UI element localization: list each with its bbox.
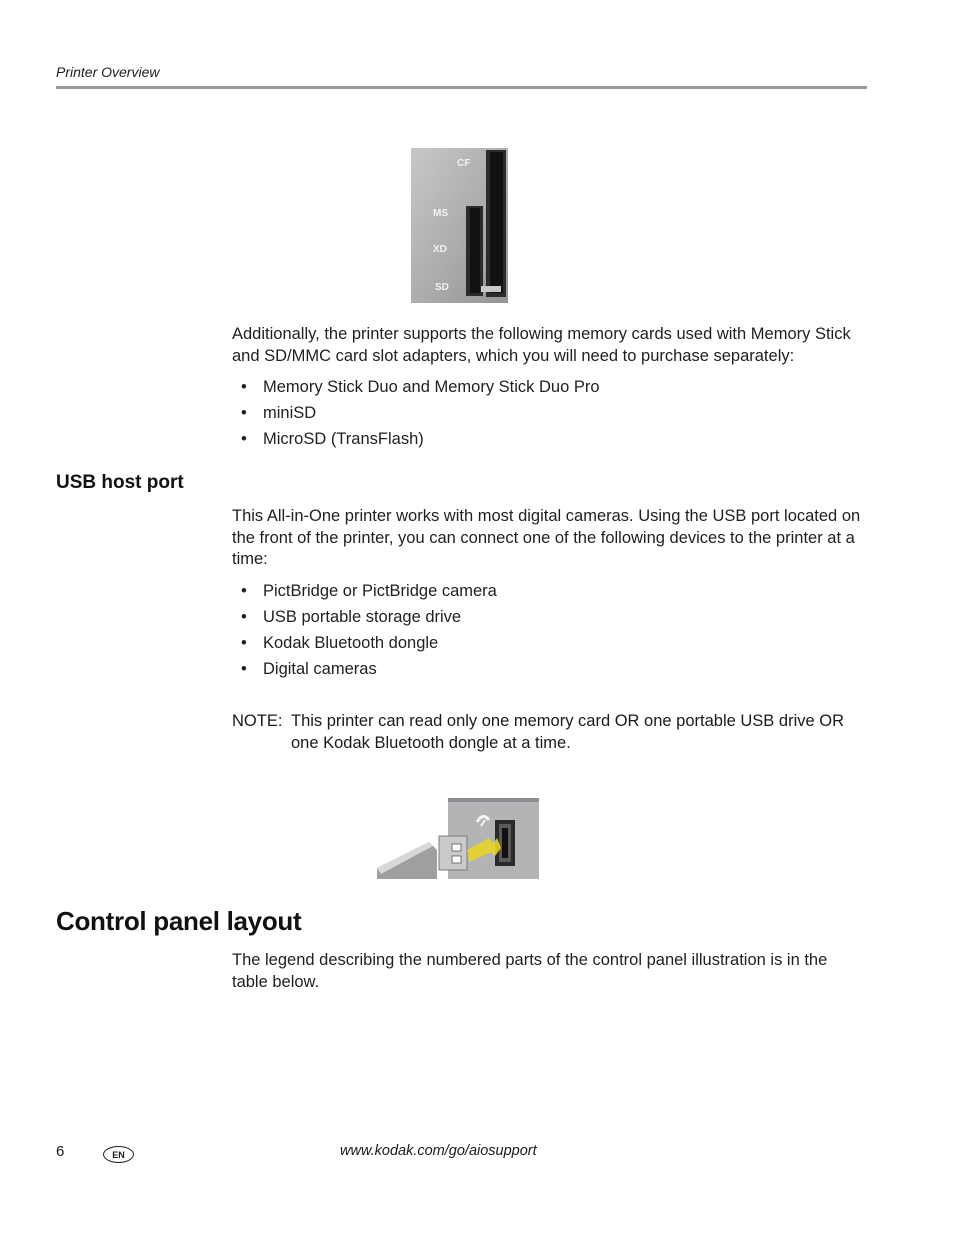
list-item [232, 402, 867, 428]
list-item [232, 580, 867, 606]
slot-label-xd: XD [433, 244, 447, 255]
slot-label-cf: CF [457, 158, 471, 169]
control-panel-body: The legend describing the numbered parts of the control panel illustration is in the table below. [232, 951, 828, 991]
memory-cards-list [232, 376, 867, 454]
page-number: 6 [56, 1143, 65, 1160]
list-item-text: miniSD [263, 404, 317, 422]
usb-intro: This All-in-One printer works with most digital cameras. Using the USB port located on the front of the printer, you can connect one of the following devices to the printer at a time: [232, 507, 861, 568]
bullet-icon: • [241, 660, 247, 678]
list-item [232, 632, 867, 658]
slot-label-ms: MS [433, 208, 448, 219]
bullet-icon: • [241, 378, 247, 396]
usb-devices-list [232, 580, 867, 684]
list-item-text: PictBridge or PictBridge camera [263, 582, 497, 600]
list-item-text: Digital cameras [263, 660, 377, 678]
bullet-icon: • [241, 404, 247, 422]
bullet-icon: • [241, 608, 247, 626]
slot-label-sd: SD [435, 282, 449, 293]
note-text: This printer can read only one memory card OR one portable USB drive OR one Kodak Bluetooth dongle at a time. [291, 712, 844, 752]
note-label: NOTE: [232, 712, 283, 730]
list-item-text: USB portable storage drive [263, 608, 462, 626]
list-item [232, 376, 867, 402]
support-url[interactable]: www.kodak.com/go/aiosupport [340, 1143, 537, 1159]
memory-card-slot-illustration [411, 148, 508, 303]
list-item-text: Kodak Bluetooth dongle [263, 634, 439, 652]
header-rule [56, 86, 867, 89]
control-panel-heading: Control panel layout [56, 906, 302, 936]
list-item [232, 428, 867, 454]
running-header: Printer Overview [56, 64, 160, 80]
list-item [232, 606, 867, 632]
memory-cards-intro: Additionally, the printer supports the following memory cards used with Memory Stick and SD/MMC card slot adapters, which you will need to purchase separately: [232, 325, 851, 365]
language-badge: EN [103, 1146, 134, 1163]
bullet-icon: • [241, 634, 247, 652]
bullet-icon: • [241, 582, 247, 600]
usb-host-port-heading: USB host port [56, 472, 184, 493]
list-item [232, 658, 867, 684]
list-item-text: Memory Stick Duo and Memory Stick Duo Pro [263, 378, 600, 396]
list-item-text: MicroSD (TransFlash) [263, 430, 424, 448]
usb-port-illustration [377, 798, 539, 879]
bullet-icon: • [241, 430, 247, 448]
